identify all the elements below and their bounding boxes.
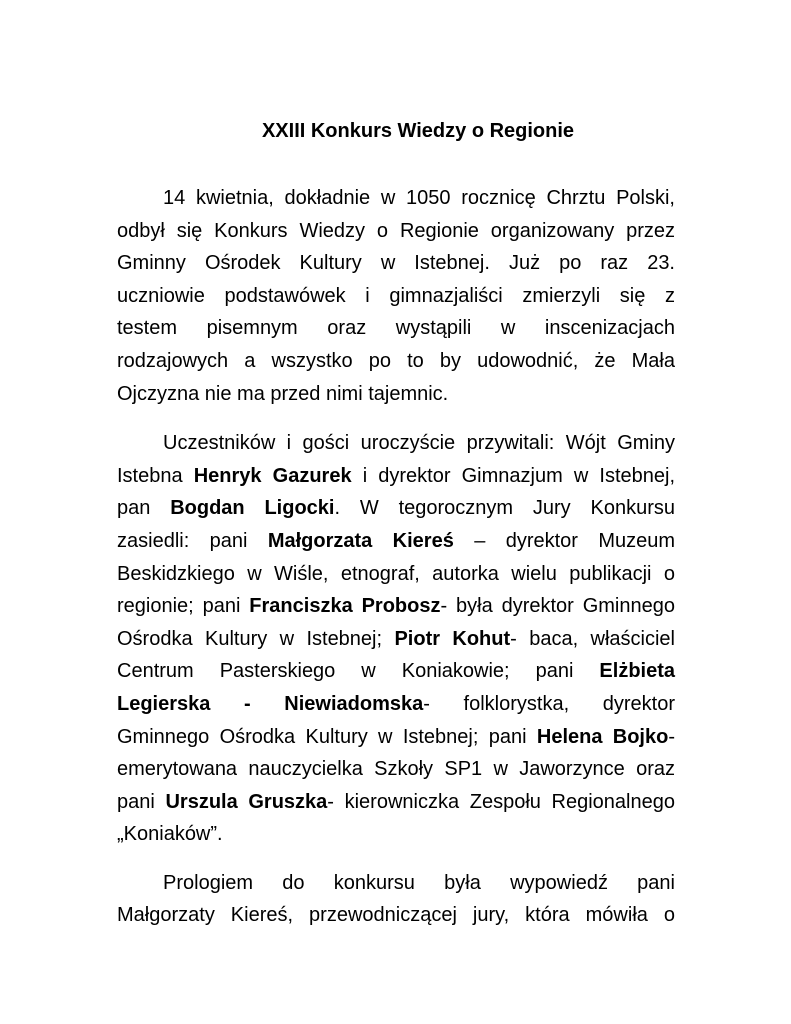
paragraph-line: Beskidzkiego w Wiśle, etnograf, autorka wielu publikacji o	[117, 562, 675, 585]
text-run: Ośrodka Kultury w Istebnej;	[117, 627, 395, 650]
person-name: Helena Bojko	[536, 725, 669, 748]
person-name: Elżbieta	[599, 660, 675, 683]
text-run: - baca, właściciel	[510, 627, 675, 650]
paragraph-line	[117, 590, 675, 623]
paragraph-line: odbył się Konkurs Wiedzy o Regionie organizowany przez	[117, 219, 675, 242]
text-run: – dyrektor Muzeum	[453, 529, 676, 552]
person-name: Urszula Gruszka	[165, 790, 328, 813]
text-run: -	[668, 725, 676, 748]
text-run: - kierowniczka Zespołu Regionalnego	[327, 790, 675, 813]
paragraph-line: 14 kwietnia, dokładnie w 1050 rocznicę Chrztu Polski,	[163, 187, 675, 209]
document-body	[117, 182, 675, 948]
person-name: Franciszka Probosz	[249, 595, 441, 618]
paragraph-3	[117, 867, 675, 932]
text-run: - folklorystka, dyrektor	[423, 692, 675, 715]
text-run: zasiedli: pani	[117, 529, 268, 552]
paragraph-line	[117, 655, 675, 688]
paragraph-line: uczniowie podstawówek i gimnazjaliści zmierzyli się z	[117, 284, 675, 307]
paragraph-line: testem pisemnym oraz wystąpili w inscenizacjach	[117, 317, 675, 340]
document-title: XXIII Konkurs Wiedzy o Regionie	[261, 120, 575, 142]
text-run: pani	[117, 790, 166, 813]
paragraph-line	[117, 688, 675, 721]
paragraph-line: Małgorzaty Kiereś, przewodniczącej jury, która mówiła o	[117, 904, 675, 927]
text-run: - była dyrektor Gminnego	[440, 595, 675, 618]
text-run: . W tegorocznym Jury Konkursu	[334, 497, 675, 520]
text-run: Centrum Pasterskiego w Koniakowie; pani	[117, 660, 600, 683]
paragraph-line: Uczestników i gości uroczyście przywitali: Wójt Gminy	[163, 432, 675, 455]
person-name: Legierska - Niewiadomska	[117, 692, 424, 715]
paragraph-line	[117, 721, 675, 754]
paragraph-line: rodzajowych a wszystko po to by udowodnić, że Mała	[117, 349, 675, 372]
paragraph-line: Prologiem do konkursu była wypowiedź pani	[163, 871, 675, 894]
text-run: regionie; pani	[117, 595, 250, 618]
paragraph-line	[117, 492, 675, 525]
paragraph-line	[117, 525, 675, 558]
paragraph-line: „Koniaków”.	[117, 823, 223, 846]
person-name: Henryk Gazurek	[193, 464, 352, 487]
paragraph-1	[117, 182, 675, 410]
paragraph-2	[117, 427, 675, 851]
paragraph-line	[117, 623, 675, 656]
paragraph-line	[117, 786, 675, 819]
paragraph-line: Ojczyzna nie ma przed nimi tajemnic.	[117, 382, 449, 405]
text-run: Istebna	[117, 464, 194, 487]
text-run: i dyrektor Gimnazjum w Istebnej,	[351, 464, 676, 487]
person-name: Małgorzata Kiereś	[267, 529, 454, 552]
person-name: Bogdan Ligocki	[170, 497, 335, 520]
paragraph-line: emerytowana nauczycielka Szkoły SP1 w Jaworzynce oraz	[117, 758, 675, 781]
text-run: Gminnego Ośrodka Kultury w Istebnej; pani	[117, 725, 537, 748]
paragraph-line	[117, 460, 675, 493]
paragraph-line: Gminny Ośrodek Kultury w Istebnej. Już po raz 23.	[117, 252, 675, 275]
person-name: Piotr Kohut	[394, 627, 511, 650]
text-run: pan	[117, 497, 171, 520]
